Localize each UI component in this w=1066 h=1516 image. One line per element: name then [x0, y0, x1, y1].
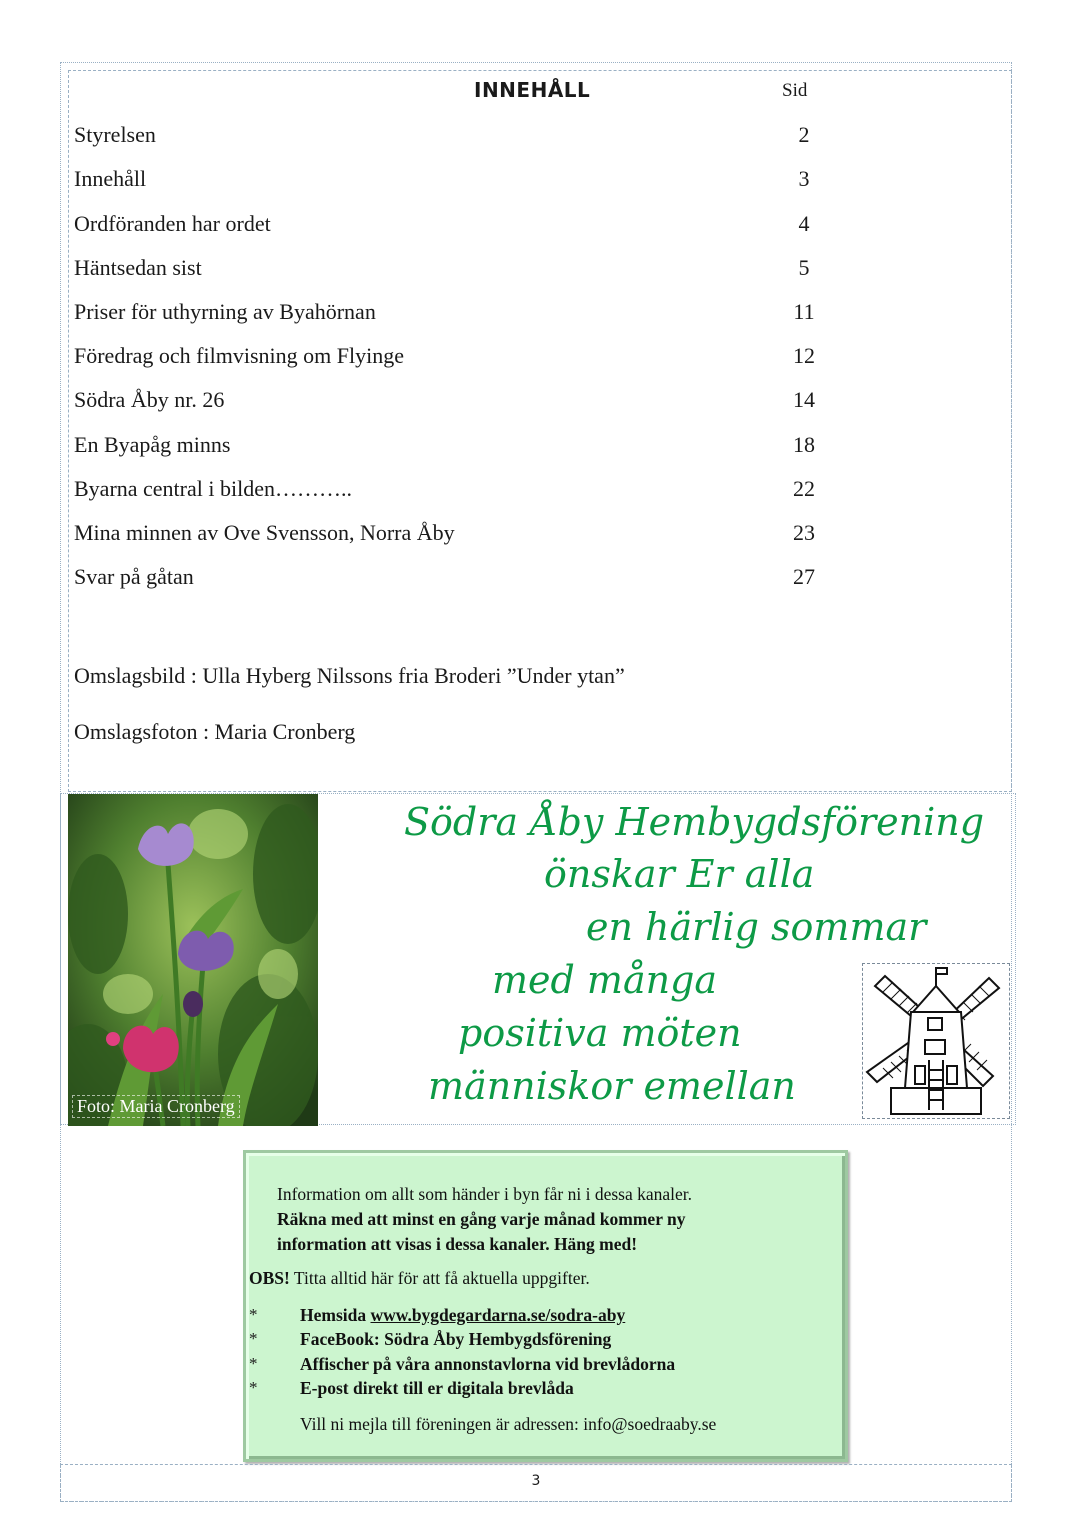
greeting-line: människor emellan [428, 1064, 796, 1108]
toc-row [74, 520, 834, 550]
obs-label: OBS! [249, 1268, 290, 1288]
toc-item-title: Svar på gåtan [74, 564, 194, 589]
toc-row [74, 255, 834, 285]
info-monthly-note: Räkna med att minst en gång varje månad kommer ny [277, 1209, 686, 1229]
info-intro: Information om allt som händer i byn får ni i dessa kanaler. [277, 1184, 693, 1204]
toc-item-page: 2 [798, 122, 810, 147]
toc-item-title: Föredrag och filmvisning om Flyinge [74, 343, 404, 368]
toc-item-page: 11 [793, 299, 815, 324]
toc-item-page: 5 [798, 255, 810, 280]
tulip-photo [68, 794, 318, 1126]
toc-item-page: 23 [793, 520, 815, 545]
toc-heading: INNEHÅLL [474, 78, 591, 102]
toc-item-page: 4 [798, 211, 810, 236]
toc-row [74, 299, 834, 329]
affischer-line: Affischer på våra annonstavlorna vid brevlådorna [300, 1354, 676, 1374]
toc-item-title: Ordföranden har ordet [74, 211, 271, 236]
toc-item-title: Innehåll [74, 166, 147, 191]
photo-caption: Foto: Maria Cronberg [72, 1095, 240, 1118]
toc-item-page: 3 [798, 166, 810, 191]
windmill-icon [862, 963, 1010, 1119]
toc-row [74, 211, 834, 241]
toc-item-title: Byarna central i bilden……….. [74, 476, 352, 501]
toc-page-column-label: Sid [782, 80, 808, 101]
toc-item-page: 18 [793, 432, 815, 457]
greeting-line: önskar Er alla [544, 852, 815, 896]
mail-address-line: Vill ni mejla till föreningen är adressen: info@soedraaby.se [300, 1414, 717, 1434]
footer [60, 1464, 1012, 1502]
bullet: * [249, 1354, 258, 1373]
greeting-line: Södra Åby Hembygdsförening [404, 800, 985, 844]
greeting-line: positiva möten [458, 1011, 742, 1055]
bullet: * [249, 1378, 258, 1397]
toc-item-title: Priser för uthyrning av Byahörnan [74, 299, 376, 324]
toc-row [74, 166, 834, 196]
obs-text: Titta alltid här för att få aktuella uppgifter. [289, 1268, 590, 1288]
epost-line: E-post direkt till er digitala brevlåda [300, 1378, 574, 1398]
page-number: 3 [531, 1473, 541, 1489]
greeting-line: med många [492, 958, 718, 1002]
toc-row [74, 122, 834, 152]
toc-item-page: 12 [793, 343, 815, 368]
hemsida-label: Hemsida [300, 1305, 371, 1325]
info-monthly-note-2: information att visas i dessa kanaler. Häng med! [277, 1234, 638, 1254]
cover-image-credit: Omslagsbild : Ulla Hyberg Nilssons fria Broderi ”Under ytan” [74, 663, 625, 688]
toc-item-page: 14 [793, 387, 815, 412]
bullet: * [249, 1305, 258, 1324]
greeting-line: en härlig sommar [586, 905, 927, 949]
toc-row [74, 432, 834, 462]
toc-item-title: Styrelsen [74, 122, 156, 147]
cover-photo-credit: Omslagsfoton : Maria Cronberg [74, 719, 356, 744]
toc-item-title: Södra Åby nr. 26 [74, 387, 225, 412]
toc-row [74, 564, 834, 594]
toc-row [74, 387, 834, 417]
toc-row [74, 476, 834, 506]
toc-row [74, 343, 834, 373]
toc-item-title: En Byapåg minns [74, 432, 231, 457]
toc-item-title: Häntsedan sist [74, 255, 202, 280]
hemsida-link[interactable]: www.bygdegardarna.se/sodra-aby [370, 1305, 626, 1325]
toc-item-title: Mina minnen av Ove Svensson, Norra Åby [74, 520, 455, 545]
facebook-line: FaceBook: Södra Åby Hembygdsförening [300, 1329, 612, 1349]
bullet: * [249, 1329, 258, 1348]
tulip-illustration [68, 794, 318, 1126]
toc-item-page: 27 [793, 564, 815, 589]
info-obs-line [249, 1268, 590, 1289]
hemsida-line [300, 1305, 625, 1326]
toc-item-page: 22 [793, 476, 815, 501]
